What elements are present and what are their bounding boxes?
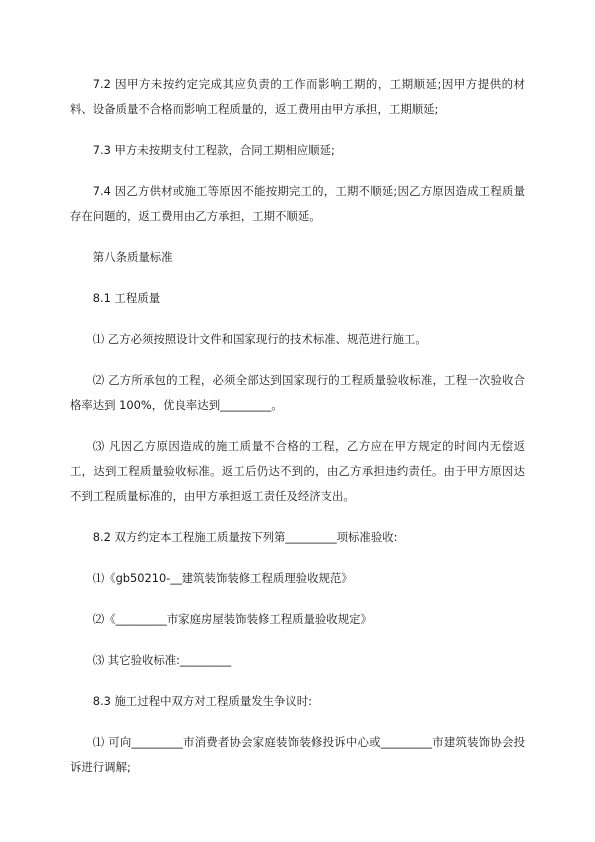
paragraph-8-1-1: ⑴ 乙方必须按照设计文件和国家现行的技术标准、规范进行施工。 (92, 332, 427, 346)
paragraph-8-2-3: ⑶ 其它验收标准:_________ (92, 653, 232, 667)
paragraph-7-4: 7.4 因乙方供材或施工等原因不能按期完工的，工期不顺延;因乙方原因造成工程质量存在问题的，返工费用由乙方承担，工期不顺延。 (70, 184, 525, 223)
paragraph-8-3: 8.3 施工过程中双方对工程质量发生争议时: (92, 694, 313, 708)
section-heading-8: 第八条质量标准 (92, 250, 173, 264)
paragraph-8-2-2: ⑵《_________市家庭房屋装饰装修工程质量验收规定》 (92, 612, 372, 626)
paragraph-8-2-1: ⑴《gb50210-__建筑装饰装修工程质理验收规范》 (92, 571, 353, 585)
paragraph-8-1-2: ⑵ 乙方所承包的工程，必须全部达到国家现行的工程质量验收标准，工程一次验收合格率达到 100%，优良率达到_________。 (70, 373, 525, 412)
paragraph-7-2: 7.2 因甲方未按约定完成其应负责的工作而影响工期的，工期顺延;因甲方提供的材料、设备质量不合格而影响工程质量的，返工费用由甲方承担，工期顺延; (70, 77, 525, 116)
paragraph-8-3-1: ⑴ 可向_________市消费者协会家庭装饰装修投诉中心或_________市建筑装饰协会投诉进行调解; (70, 735, 525, 774)
paragraph-8-2: 8.2 双方约定本工程施工质量按下列第_________项标准验收: (92, 530, 398, 544)
paragraph-8-1: 8.1 工程质量 (92, 291, 161, 305)
paragraph-7-3: 7.3 甲方未按期支付工程款，合同工期相应顺延; (92, 143, 335, 157)
paragraph-8-1-3: ⑶ 凡因乙方原因造成的施工质量不合格的工程，乙方应在甲方规定的时间内无偿返工，达到工程质量验收标准。返工后仍达不到的，由乙方承担违约责任。由于甲方原因达不到工程质量标准的，由甲方承担返工责任及经济支出。 (70, 439, 525, 503)
